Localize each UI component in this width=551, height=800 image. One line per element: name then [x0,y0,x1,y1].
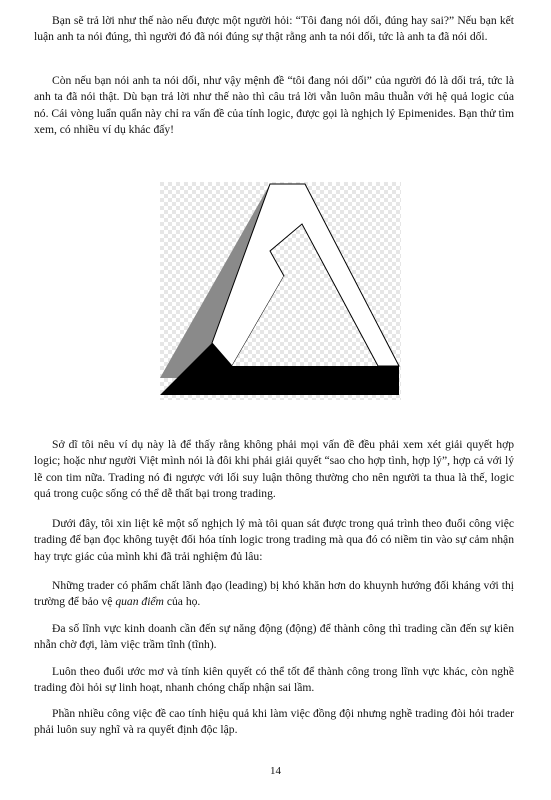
paragraph-independence-paradox: Phần nhiều công việc đề cao tính hiệu quả khi làm việc đồng đội nhưng nghề trading đòi hỏi trader phải luôn suy nghĩ và ra quyết định độc lập. [34,707,514,737]
emphasis-quan-diem: quan điểm [115,595,164,609]
paragraph-leader-text-after: của họ. [163,595,201,609]
paragraph-liar-question: Bạn sẽ trả lời như thế nào nếu được một người hỏi: “Tôi đang nói dối, đúng hay sai?” Nếu bạn kết luận anh ta nói đúng, thì người đó đã nói đúng sự thật rằng anh ta nói dối, tức là anh ta đã nói dối. [34,14,514,44]
paragraph-leader-paradox [34,578,514,611]
penrose-triangle-figure [160,182,401,400]
paragraph-epimenides-paradox: Còn nếu bạn nói anh ta nói dối, như vậy mệnh đề “tôi đang nói dối” của người đó là dối trá, tức là anh ta đã nói thật. Dù bạn trả lời như thế nào thì câu trả lời vẫn luôn mâu thuẫn với hệ quả logic của nó. Cái vòng luẩn quẩn này chỉ ra vấn đề của tính logic, được gọi là nghịch lý Epimenides. Bạn thử tìm xem, có nhiều ví dụ khác đấy! [34,74,514,137]
penrose-triangle-icon [160,182,401,400]
page-number: 14 [270,765,281,777]
paragraph-logic-explanation: Sở dĩ tôi nêu ví dụ này là để thấy rằng không phải mọi vấn đề đều phải xem xét giải quyết hợp logic; hoặc như người Việt mình nói là đôi khi phải giải quyết “sao cho hợp tình, hợp lý”, hợp cả với lý lẽ con tim nữa. Trading nó đi ngược với lối suy luận thông thường cho nên người ta thua là thế, logic quá trong cuộc sống có thể dễ thất bại trong trading. [34,438,514,501]
paragraph-paradox-list-intro: Dưới đây, tôi xin liệt kê một số nghịch lý mà tôi quan sát được trong quá trình theo đuổi công việc trading để bạn đọc không tuyệt đối hóa tính logic trong trading mà qua đó có niềm tin vào sự cảm nhận hay trực giác của mình khi đã trải nghiệm đủ lâu: [34,517,514,563]
paragraph-flexibility-paradox: Luôn theo đuổi ước mơ và tính kiên quyết có thể tốt để thành công trong lĩnh vực khác, còn nghề trading đòi hỏi sự linh hoạt, nhanh chóng chấp nhận sai lầm. [34,665,514,695]
paragraph-patience-paradox: Đa số lĩnh vực kinh doanh cần đến sự năng động (động) để thành công thì trading cần đến sự kiên nhẫn chờ đợi, làm việc trầm tĩnh (tĩnh). [34,622,514,652]
paragraph-leader-text-before: Những trader có phẩm chất lãnh đạo (leading) bị khó khăn hơn do khuynh hướng đối kháng với thị trường để bảo vệ [34,579,514,609]
